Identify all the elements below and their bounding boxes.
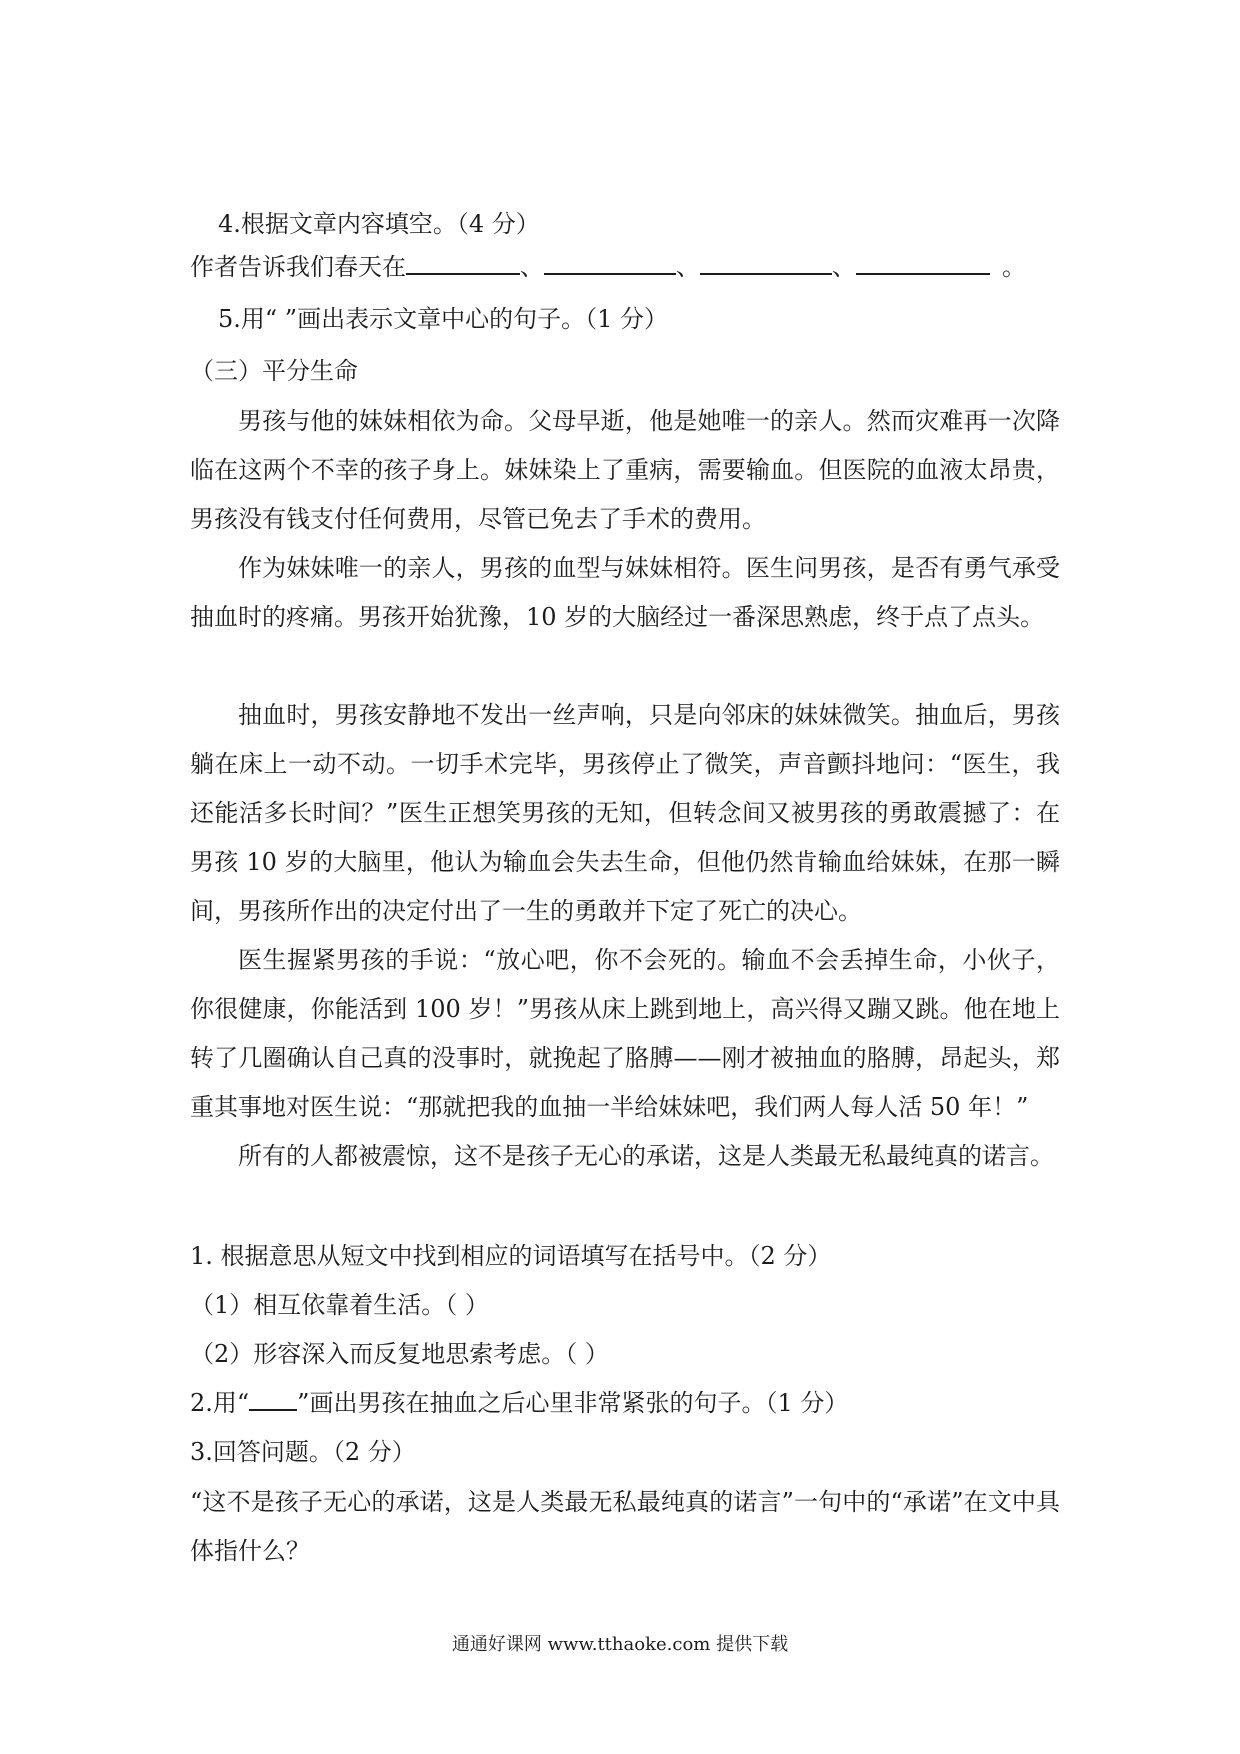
question-1-1: （1）相互依靠着生活。（ ） xyxy=(190,1291,489,1319)
question-1-2: （2）形容深入而反复地思索考虑。（ ） xyxy=(190,1340,609,1368)
section-title: （三）平分生命 xyxy=(190,357,358,385)
paragraph-5: 所有的人都被震惊，这不是孩子无心的承诺，这是人类最无私最纯真的诺言。 xyxy=(238,1142,1054,1170)
separator: 、 xyxy=(832,253,856,281)
paragraph-2: 作为妹妹唯一的亲人，男孩的血型与妹妹相符。医生问男孩，是否有勇气承受抽血时的疼痛。男孩开始犹豫，10 岁的大脑经过一番深思熟虑，终于点了点头。 xyxy=(190,554,1060,631)
paragraph-4: 医生握紧男孩的手说：“放心吧，你不会死的。输血不会丢掉生命，小伙子，你很健康，你能活到 100 岁！”男孩从床上跳到地上，高兴得又蹦又跳。他在地上转了几圈确认自己真的没事时，就挽起了胳膊——刚才被抽血的胳膊，昂起头，郑重其事地对医生说：“那就把我的血抽一半给妹妹吧，我们两人每人活 50 年！” xyxy=(190,946,1060,1121)
question-2-prefix: 2.用“ xyxy=(190,1389,250,1417)
paragraph-1: 男孩与他的妹妹相依为命。父母早逝，他是她唯一的亲人。然而灾难再一次降临在这两个不幸的孩子身上。妹妹染上了重病，需要输血。但医院的血液太昂贵，男孩没有钱支付任何费用，尽管已免去了手术的费用。 xyxy=(190,407,1060,533)
question-4-prefix: 作者告诉我们春天在 xyxy=(190,253,406,281)
question-1: 1. 根据意思从短文中找到相应的词语填写在括号中。（2 分） xyxy=(190,1242,832,1270)
question-2-text: ”画出男孩在抽血之后心里非常紧张的句子。（1 分） xyxy=(297,1389,849,1417)
separator: 、 xyxy=(676,253,700,281)
underline-marker xyxy=(249,1387,297,1411)
answer-blank-3[interactable] xyxy=(700,251,832,275)
separator: 、 xyxy=(520,253,544,281)
question-3-text: “这不是孩子无心的承诺，这是人类最无私最纯真的诺言”一句中的“承诺”在文中具体指什么？ xyxy=(190,1488,1060,1565)
answer-blank-1[interactable] xyxy=(406,251,520,275)
footer: 通通好课网 www.tthaoke.com 提供下载 xyxy=(451,1634,789,1655)
question-5: 5.用“ ”画出表示文章中心的句子。（1 分） xyxy=(218,305,668,333)
question-4-title: 4.根据文章内容填空。（4 分） xyxy=(218,210,540,238)
question-2 xyxy=(190,1387,1060,1419)
answer-blank-2[interactable] xyxy=(544,251,676,275)
end-mark: 。 xyxy=(1002,253,1026,281)
answer-blank-4[interactable] xyxy=(856,251,990,275)
question-4-fill-line xyxy=(190,251,1060,283)
question-3: 3.回答问题。（2 分） xyxy=(190,1438,416,1466)
paragraph-3: 抽血时，男孩安静地不发出一丝声响，只是向邻床的妹妹微笑。抽血后，男孩躺在床上一动不动。一切手术完毕，男孩停止了微笑，声音颤抖地问：“医生，我还能活多长时间？”医生正想笑男孩的无知，但转念间又被男孩的勇敢震撼了：在男孩 10 岁的大脑里，他认为输血会失去生命，但他仍然肯输血给妹妹，在那一瞬间，男孩所作出的决定付出了一生的勇敢并下定了死亡的决心。 xyxy=(190,701,1060,925)
